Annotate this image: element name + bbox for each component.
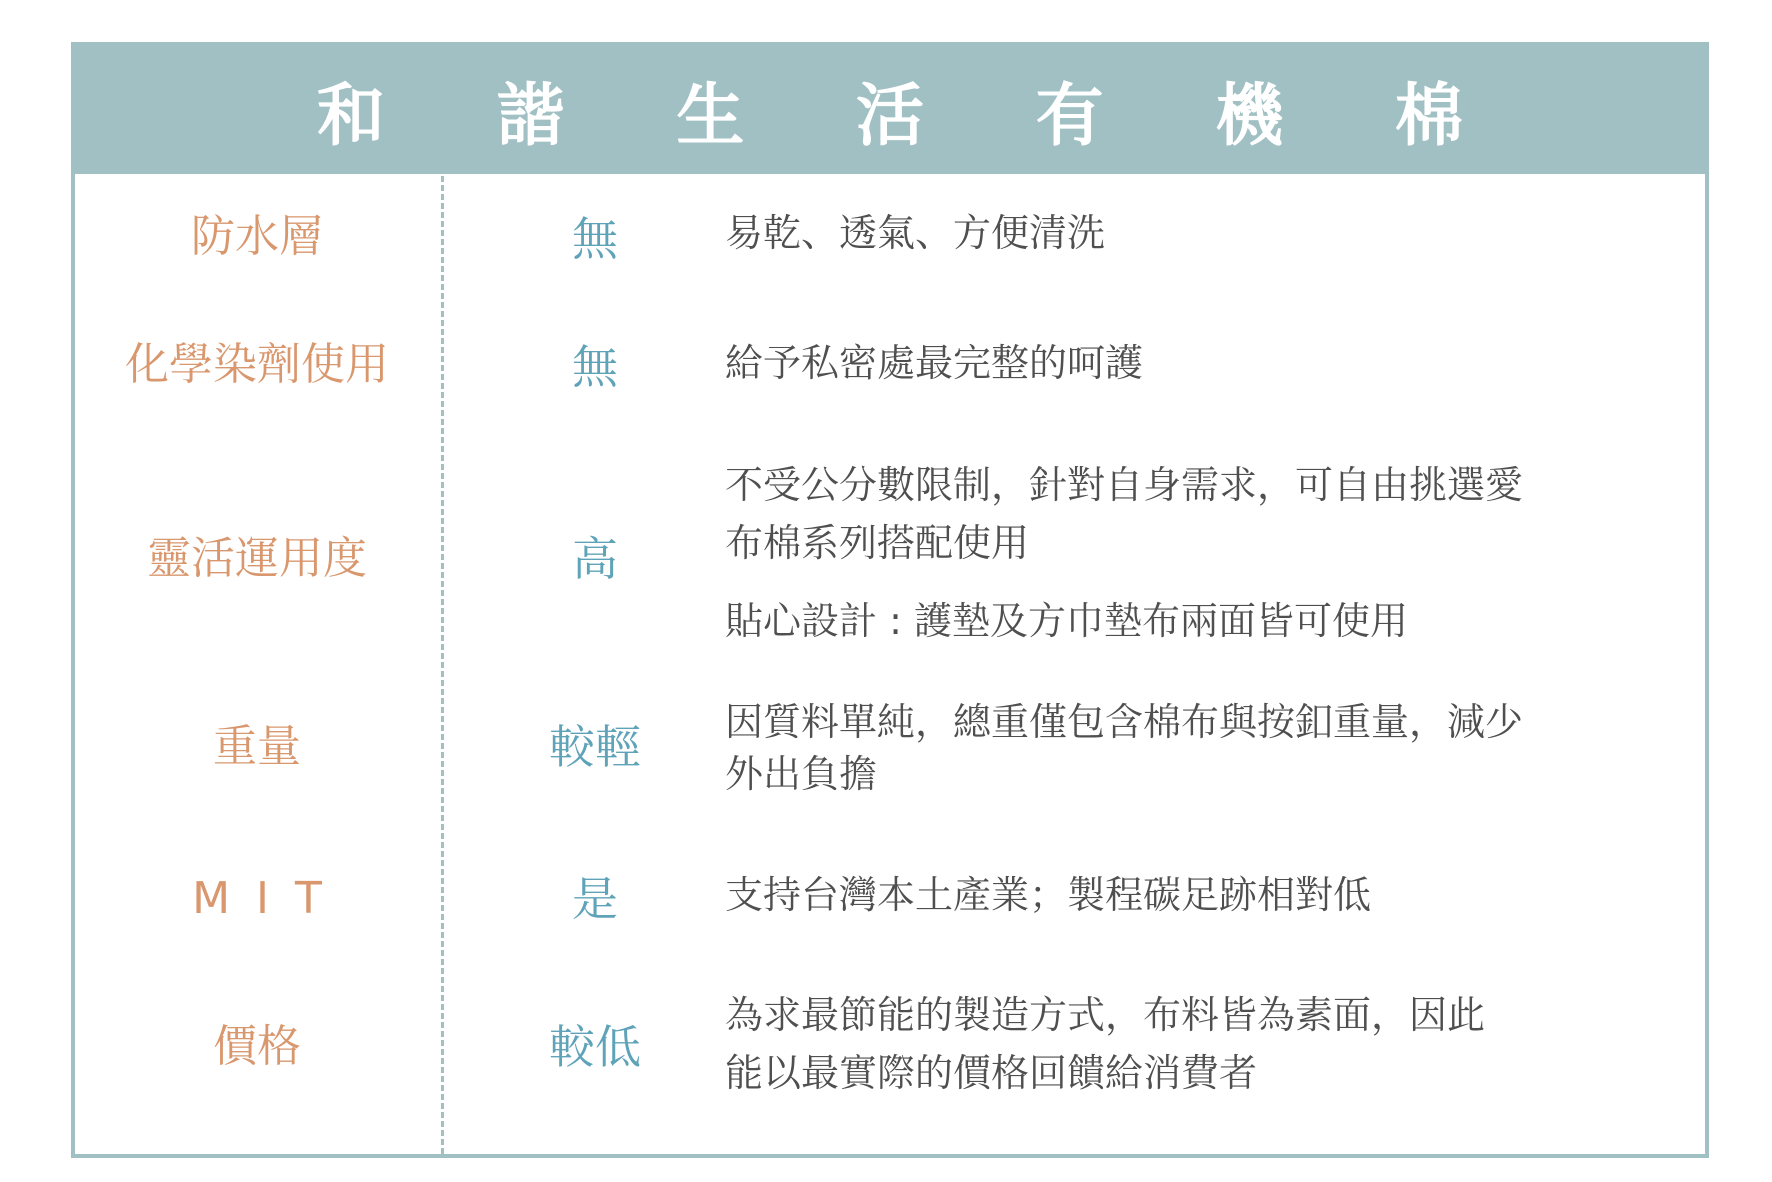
- row-description: [725, 204, 1685, 262]
- row-label: 價格: [213, 1021, 301, 1072]
- header-bar: [75, 46, 1705, 174]
- description-line: 為求最節能的製造方式，布料皆為素面，因此: [725, 993, 1486, 1037]
- row-value: 是: [572, 872, 618, 926]
- row-label: 靈活運用度: [147, 533, 367, 584]
- description-line: 外出負擔: [725, 752, 878, 796]
- description-line: 易乾、透氣、方便清洗: [725, 211, 1106, 255]
- row-description-extra: [725, 592, 1685, 650]
- comparison-card: [71, 42, 1709, 1158]
- row-description: [725, 986, 1685, 1102]
- row-value: 無: [572, 340, 618, 394]
- row-value: 高: [572, 532, 618, 586]
- page-title: 和 諧 生 活 有 機 棉: [316, 76, 1508, 156]
- row-label: 重量: [213, 721, 301, 772]
- description-line: 給予私密處最完整的呵護: [725, 341, 1144, 385]
- description-line: 不受公分數限制，針對自身需求，可自由挑選愛: [725, 463, 1524, 507]
- description-line: 布棉系列搭配使用: [725, 521, 1030, 565]
- description-line: 能以最實際的價格回饋給消費者: [725, 1051, 1258, 1095]
- column-divider: [441, 176, 444, 1154]
- row-label: 防水層: [191, 211, 323, 262]
- row-value: 較輕: [549, 720, 641, 774]
- row-value: 較低: [549, 1020, 641, 1074]
- description-line: 貼心設計 : 護墊及方巾墊布兩面皆可使用: [725, 599, 1408, 643]
- row-description: [725, 696, 1685, 800]
- row-label: 化學染劑使用: [125, 339, 389, 390]
- row-description: [725, 866, 1685, 924]
- row-description: [725, 456, 1685, 572]
- row-value: 無: [572, 212, 618, 266]
- row-description: [725, 334, 1685, 392]
- row-label: MIT: [192, 873, 348, 924]
- description-line: 支持台灣本土產業；製程碳足跡相對低: [725, 873, 1372, 917]
- description-line: 因質料單純，總重僅包含棉布與按釦重量，減少: [725, 700, 1524, 744]
